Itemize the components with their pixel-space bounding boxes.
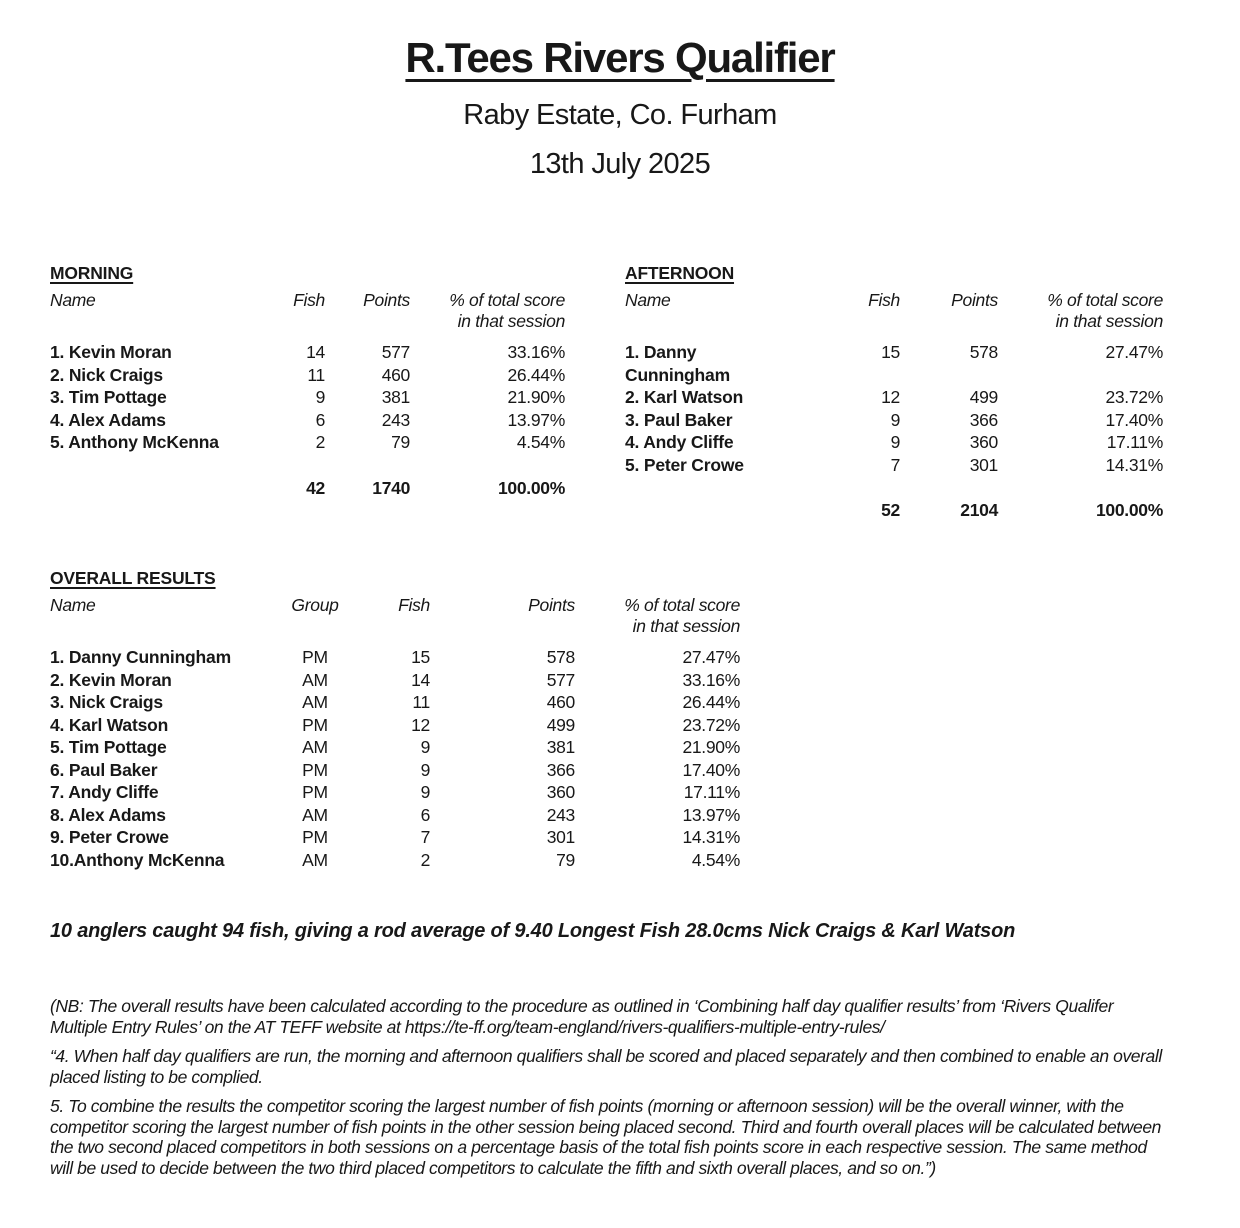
section-heading-afternoon: AFTERNOON: [625, 263, 735, 283]
table-row: [625, 454, 1163, 477]
summary-line: 10 anglers caught 94 fish, giving a rod average of 9.40 Longest Fish 28.0cms Nick Craigs & Karl Watson: [50, 920, 1016, 942]
cell-pct: 27.47%: [1105, 342, 1163, 362]
cell-points: 243: [546, 804, 575, 825]
cell-pct: 17.40%: [682, 759, 740, 780]
column-header-pct: % of total score in that session: [449, 290, 565, 331]
cell-group: AM: [302, 804, 328, 825]
table-row: [50, 431, 565, 454]
column-header-points: Points: [951, 290, 998, 310]
cell-group: PM: [302, 647, 328, 667]
table-row: [50, 364, 565, 387]
column-header-name: Name: [50, 290, 96, 310]
cell-group: AM: [302, 849, 328, 870]
column-header-fish: Fish: [398, 595, 430, 615]
table-row: [50, 341, 565, 364]
cell-points: 460: [546, 692, 575, 712]
total-pct: 100.00%: [1096, 500, 1163, 520]
cell-fish: 7: [890, 454, 900, 475]
cell-pct: 17.11%: [683, 782, 740, 802]
cell-points: 301: [546, 827, 575, 847]
cell-points: 381: [546, 737, 575, 757]
cell-name: 5. Peter Crowe: [625, 454, 744, 475]
cell-fish: 15: [881, 342, 900, 362]
table-row: [625, 386, 1163, 409]
cell-pct: 4.54%: [691, 849, 740, 870]
table-row: [625, 431, 1163, 454]
cell-fish: 9: [315, 387, 325, 407]
cell-name: 1. Danny Cunningham: [625, 342, 730, 385]
cell-name: 2. Nick Craigs: [50, 364, 163, 385]
totals-row: [50, 454, 565, 500]
cell-fish: 12: [881, 387, 900, 407]
cell-points: 79: [556, 849, 575, 870]
cell-fish: 9: [420, 737, 430, 757]
cell-name: 2. Karl Watson: [625, 387, 744, 407]
table-row: [50, 804, 740, 827]
cell-name: 3. Tim Pottage: [50, 387, 167, 407]
cell-fish: 9: [420, 759, 430, 780]
header-row: [50, 593, 740, 646]
cell-name: 4. Andy Cliffe: [625, 432, 734, 452]
cell-pct: 21.90%: [682, 737, 740, 757]
cell-fish: 15: [411, 647, 430, 667]
cell-points: 79: [391, 432, 410, 452]
cell-pct: 33.16%: [682, 669, 740, 690]
cell-fish: 9: [420, 782, 430, 802]
table-row: [50, 849, 740, 872]
cell-pct: 23.72%: [1105, 387, 1163, 407]
notes: [50, 996, 1172, 1178]
venue-subtitle: Raby Estate, Co. Furham: [463, 99, 777, 132]
cell-name: 3. Nick Craigs: [50, 692, 163, 712]
column-header-fish: Fish: [868, 290, 900, 310]
cell-fish: 12: [411, 714, 430, 735]
cell-pct: 14.31%: [682, 827, 740, 847]
cell-points: 577: [546, 669, 575, 690]
table-row: [50, 646, 740, 669]
column-header-points: Points: [528, 595, 575, 615]
cell-fish: 2: [420, 849, 430, 870]
column-header-group: Group: [291, 595, 339, 615]
header-row: [625, 288, 1163, 341]
table-row: [50, 714, 740, 737]
cell-points: 499: [969, 387, 998, 407]
cell-group: AM: [302, 669, 328, 690]
cell-fish: 11: [307, 364, 325, 385]
morning-results-table: [50, 288, 565, 499]
cell-points: 460: [381, 364, 410, 385]
cell-points: 499: [546, 714, 575, 735]
section-heading-morning: MORNING: [50, 263, 134, 283]
cell-pct: 26.44%: [507, 364, 565, 385]
table-row: [625, 409, 1163, 432]
cell-points: 577: [381, 342, 410, 362]
section-heading-overall: OVERALL RESULTS: [50, 568, 216, 588]
cell-points: 366: [969, 409, 998, 430]
cell-points: 578: [969, 342, 998, 362]
title-block: [0, 34, 1240, 181]
cell-fish: 9: [890, 432, 900, 452]
cell-group: PM: [302, 827, 328, 847]
cell-pct: 13.97%: [682, 804, 740, 825]
cell-name: 1. Danny Cunningham: [50, 647, 231, 667]
table-row: [50, 759, 740, 782]
cell-pct: 4.54%: [516, 432, 565, 452]
table-row: [50, 669, 740, 692]
column-header-pct: % of total score in that session: [1047, 290, 1163, 331]
column-header-name: Name: [50, 595, 96, 615]
cell-name: 3. Paul Baker: [625, 409, 733, 430]
cell-pct: 17.40%: [1105, 409, 1163, 430]
column-header-name: Name: [625, 290, 671, 310]
column-header-points: Points: [363, 290, 410, 310]
cell-name: 2. Kevin Moran: [50, 669, 172, 690]
table-row: [50, 736, 740, 759]
afternoon-results-table: [625, 288, 1163, 522]
cell-pct: 27.47%: [682, 647, 740, 667]
cell-group: AM: [302, 692, 328, 712]
cell-name: 4. Alex Adams: [50, 409, 166, 430]
total-fish: 52: [881, 500, 900, 520]
cell-points: 366: [546, 759, 575, 780]
cell-name: 6. Paul Baker: [50, 759, 158, 780]
cell-pct: 21.90%: [507, 387, 565, 407]
cell-fish: 14: [411, 669, 430, 690]
cell-name: 9. Peter Crowe: [50, 827, 169, 847]
cell-pct: 14.31%: [1105, 454, 1163, 475]
cell-name: 5. Tim Pottage: [50, 737, 167, 757]
note-paragraph-nb: (NB: The overall results have been calculated according to the procedure as outlined in ‘Combining half day qualifier results’ from ‘Rivers Qualifer Multiple Entry Rules’ on the AT TEFF website at https://te-ff.org/team-england/rivers-qualifiers-multiple-entry-rules/: [50, 996, 1114, 1037]
totals-row: [625, 476, 1163, 522]
total-points: 2104: [960, 500, 998, 520]
cell-points: 578: [546, 647, 575, 667]
table-row: [50, 826, 740, 849]
morning-results-section: [50, 263, 565, 499]
cell-fish: 9: [890, 409, 900, 430]
cell-pct: 33.16%: [507, 342, 565, 362]
cell-pct: 26.44%: [682, 692, 740, 712]
cell-points: 301: [969, 454, 998, 475]
cell-fish: 2: [315, 432, 325, 452]
overall-results-section: [50, 568, 740, 871]
cell-points: 381: [381, 387, 410, 407]
cell-name: 4. Karl Watson: [50, 714, 169, 735]
total-pct: 100.00%: [498, 477, 565, 498]
note-paragraph-rule-4: “4. When half day qualifiers are run, the morning and afternoon qualifiers shall be scored and placed separately and then combined to enable an overall placed listing to be complied.: [50, 1046, 1162, 1087]
cell-fish: 11: [412, 692, 430, 712]
column-header-pct: % of total score in that session: [624, 595, 740, 636]
cell-name: 8. Alex Adams: [50, 804, 166, 825]
cell-pct: 13.97%: [507, 409, 565, 430]
table-row: [50, 409, 565, 432]
cell-name: 10.Anthony McKenna: [50, 849, 225, 870]
cell-name: 1. Kevin Moran: [50, 342, 172, 362]
cell-group: PM: [302, 759, 328, 780]
overall-results-table: [50, 593, 740, 871]
cell-group: PM: [302, 714, 328, 735]
cell-name: 7. Andy Cliffe: [50, 782, 159, 802]
cell-group: PM: [302, 782, 328, 802]
cell-points: 243: [381, 409, 410, 430]
cell-points: 360: [546, 782, 575, 802]
column-header-fish: Fish: [293, 290, 325, 310]
table-row: [625, 341, 1163, 386]
page-title: R.Tees Rivers Qualifier: [405, 34, 835, 81]
cell-points: 360: [969, 432, 998, 452]
total-points: 1740: [372, 477, 410, 498]
note-paragraph-rule-5: 5. To combine the results the competitor scoring the largest number of fish points (morning or afternoon session) will be the overall winner, with the competitor scoring the largest number of fish points in the other session being placed second. Third and fourth overall places will be calculated between the two second placed competitors in both sessions on a percentage basis of the total fish points score in each respective session. The same method will be used to decide between the two third placed competitors to calculate the fifth and sixth overall places, and so on.”): [50, 1096, 1161, 1178]
cell-name: 5. Anthony McKenna: [50, 432, 219, 452]
afternoon-results-section: [625, 263, 1163, 522]
table-row: [50, 691, 740, 714]
cell-pct: 17.11%: [1106, 432, 1163, 452]
header-row: [50, 288, 565, 341]
table-row: [50, 781, 740, 804]
total-fish: 42: [306, 477, 325, 498]
table-row: [50, 386, 565, 409]
cell-pct: 23.72%: [682, 714, 740, 735]
cell-group: AM: [302, 737, 328, 757]
cell-fish: 14: [306, 342, 325, 362]
cell-fish: 6: [315, 409, 325, 430]
date-subtitle: 13th July 2025: [529, 148, 711, 181]
cell-fish: 7: [420, 827, 430, 847]
cell-fish: 6: [420, 804, 430, 825]
